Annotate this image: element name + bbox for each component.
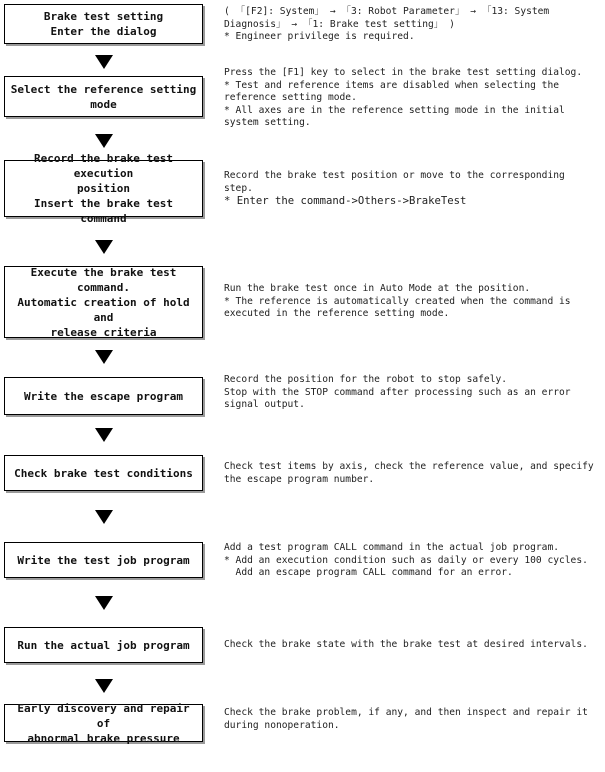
step-6-description <box>224 461 602 486</box>
step-5-line-1: Write the escape program <box>24 389 183 403</box>
step-9-line-1: Early discovery and repair of <box>17 701 190 730</box>
step-8-description <box>224 639 602 652</box>
step-4-desc-line-1: Run the brake test once in Auto Mode at the position. <box>224 283 531 294</box>
arrow-down-icon <box>95 596 113 610</box>
arrow-down-icon <box>95 679 113 693</box>
step-4-line-4: release criteria <box>50 325 157 339</box>
step-9-description <box>224 707 602 732</box>
step-3-description <box>224 170 602 208</box>
step-3-desc-line-1: Record the brake test position or move to the corresponding <box>224 170 565 181</box>
step-5-description <box>224 374 602 412</box>
step-box-6 <box>4 455 203 491</box>
step-5-desc-line-1: Record the position for the robot to stop safely. <box>224 374 508 385</box>
step-7-description <box>224 542 602 580</box>
step-2-line-1: Select the reference setting <box>10 82 197 96</box>
step-2-desc-line-1: Press the [F1] key to select in the brake test setting dialog. <box>224 67 583 78</box>
step-box-1 <box>4 4 203 44</box>
arrow-down-icon <box>95 55 113 69</box>
step-1-desc-line-1: ( 「[F2]: System」 → 「3: Robot Parameter」 → 「13: System <box>224 6 550 17</box>
arrow-down-icon <box>95 428 113 442</box>
step-4-line-2: command. <box>77 280 130 294</box>
step-6-desc-line-1: Check test items by axis, check the reference value, and specify <box>224 461 594 472</box>
step-1-line-2: Enter the dialog <box>50 25 157 38</box>
step-box-4 <box>4 266 203 338</box>
step-2-desc-line-3: reference setting mode. <box>224 92 357 104</box>
step-7-desc-line-2: * Add an execution condition such as daily or every 100 cycles. <box>224 554 588 566</box>
step-box-3 <box>4 152 203 225</box>
step-4-line-1: Execute the brake test <box>30 265 177 279</box>
step-9-desc-line-1: Check the brake problem, if any, and then inspect and repair it <box>224 707 588 718</box>
arrow-down-icon <box>95 510 113 524</box>
step-box-2 <box>4 76 203 117</box>
step-1-desc-line-3: * Engineer privilege is required. <box>224 31 415 43</box>
step-3-line-3: Insert the brake test command <box>33 197 174 225</box>
step-4-description <box>224 283 602 321</box>
step-1-description <box>224 6 602 44</box>
step-2-desc-line-2: * Test and reference items are disabled when selecting the <box>224 79 560 91</box>
step-7-desc-line-1: Add a test program CALL command in the actual job program. <box>224 542 560 553</box>
step-9-line-2: abnormal brake pressure <box>27 731 180 745</box>
step-4-line-3: Automatic creation of hold and <box>17 295 190 324</box>
step-6-desc-line-2: the escape program number. <box>224 473 375 485</box>
step-3-desc-line-2: step. <box>224 182 253 194</box>
step-3-desc-line-3: * Enter the command->Others->BrakeTest <box>224 195 467 208</box>
arrow-down-icon <box>95 240 113 254</box>
step-box-7 <box>4 542 203 578</box>
step-box-5 <box>4 377 203 415</box>
arrow-down-icon <box>95 350 113 364</box>
step-3-line-1: Record the brake test execution <box>33 152 174 180</box>
step-4-desc-line-2: * The reference is automatically created when the command is <box>224 295 571 307</box>
step-box-9 <box>4 701 203 745</box>
step-5-desc-line-3: signal output. <box>224 399 305 411</box>
step-9-desc-line-2: during nonoperation. <box>224 719 340 731</box>
arrow-down-icon <box>95 134 113 148</box>
step-box-8 <box>4 627 203 663</box>
step-1-desc-line-2: Diagnosis」 → 「1: Brake test setting」 ) <box>224 18 455 30</box>
step-4-desc-line-3: executed in the reference setting mode. <box>224 308 450 320</box>
step-7-line-1: Write the test job program <box>17 553 190 567</box>
step-1-line-1: Brake test setting <box>43 10 164 23</box>
step-2-description <box>224 67 602 130</box>
step-8-desc-line-1: Check the brake state with the brake test at desired intervals. <box>224 639 588 650</box>
step-8-line-1: Run the actual job program <box>17 638 190 652</box>
step-6-line-1: Check brake test conditions <box>14 466 193 480</box>
step-3-line-2: position <box>77 182 130 195</box>
step-7-desc-line-3: Add an escape program CALL command for an error. <box>224 567 513 579</box>
step-2-line-2: mode <box>90 97 117 111</box>
step-2-desc-line-5: system setting. <box>224 117 311 129</box>
step-5-desc-line-2: Stop with the STOP command after processing such as an error <box>224 386 571 398</box>
step-2-desc-line-4: * All axes are in the reference setting mode in the initial <box>224 104 565 116</box>
